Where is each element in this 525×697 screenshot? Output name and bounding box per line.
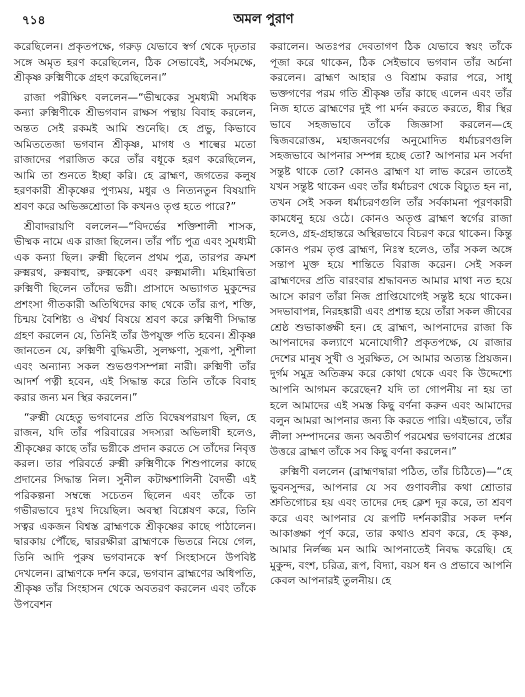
paragraph: শ্রীবাদরায়ণি বললেন—“বিদর্ভের শক্তিশালী শাসক, ভীষ্মক নামে এক রাজা ছিলেন। তাঁর পাঁচ পুত্র এবং সুমধ্যমী এক কন্যা ছিল। রুক্মী ছিলেন প্রথম পুত্র, তারপর ক্রমশ রুক্মরথ, রুক্মবাহু, রুক্মকেশ এবং রুক্মমালী। মহিমান্বিতা রুক্মিণী ছিলেন তাঁদের ভগ্নী। প্রাসাদে অভ্যাগত মুকুন্দের প্রশংসা গীতকারী অতিথিদের কাছ থেকে তাঁর রূপ, শক্তি, চিন্ময় বৈশিষ্ট্য ও ঐশ্বর্য বিষয়ে শ্রবণ করে রুক্মিণী সিদ্ধান্ত গ্রহণ করলেন যে, তিনিই তাঁর উপযুক্ত পতি হবেন। শ্রীকৃষ্ণ জানতেন যে, রুক্মিণী বুদ্ধিমতী, সুলক্ষণা, সুরূপা, সুশীলা এবং অন্যান্য সকল শুভগুণসম্পন্না নারী। রুক্মিণী তাঁর আদর্শ পত্নী হবেন, এই সিদ্ধান্ত করে তিনি তাঁকে বিবাহ করার জন্য মন স্থির করলেন।” bbox=[14, 220, 256, 405]
paragraph: “রুক্মী যেহেতু ভগবানের প্রতি বিদ্বেষপরায়ণ ছিল, হে রাজন, যদি তাঁর পরিবারের সদস্যরা অভিলাষী হলেও, শ্রীকৃষ্ণের কাছে তাঁর ভগ্নীকে প্রদান করতে সে তাঁদের নিবৃত্ত করল। তার পরিবর্তে রুক্মী রুক্মিণীকে শিশুপালের কাছে প্রদানের সিদ্ধান্ত নিল। সুনীল কটাক্ষশালিনী বৈদর্ভী এই পরিকল্পনা সম্বন্ধে সচেতন ছিলেন এবং তাঁকে তা গভীরভাবে দুঃখ দিয়েছিল। অবস্থা বিশ্লেষণ করে, তিনি সত্বর একজন বিশ্বস্ত ব্রাহ্মণকে শ্রীকৃষ্ণের কাছে পাঠালেন। দ্বারকায় পৌঁছে, দ্বাররক্ষীরা ব্রাহ্মণকে ভিতরে নিয়ে গেল, তিনি আদি পুরুষ ভগবানকে স্বর্ণ সিংহাসনে উপবিষ্ট দেখলেন। ব্রাহ্মণকে দর্শন করে, ভগবান ব্রাহ্মণের অধিপতি, শ্রীকৃষ্ণ তাঁর সিংহাসন থেকে অবতরণ করলেন এবং তাঁকে উপবেশন bbox=[14, 411, 256, 611]
right-column bbox=[270, 40, 512, 617]
paragraph: রাজা পরীক্ষিৎ বললেন—“ভীষ্মকের সুমধ্যমী সমধিক কন্যা রুক্মিণীকে শ্রীভগবান রাক্ষস পন্থায় বিবাহ করলেন, অন্তত সেই রকমই আমি শুনেছি। হে প্রভু, কিভাবে অমিততেজা ভগবান শ্রীকৃষ্ণ, মাগধ ও শাল্বের মতো রাজাদের পরাজিত করে তাঁর বধূকে হরণ করেছিলেন, আমি তা শুনতে ইচ্ছা করি। হে ব্রাহ্মণ, জগতের কলুষ হরণকারী শ্রীকৃষ্ণের পুণ্যময়, মধুর ও নিত্যনতুন বিষয়াদি শ্রবণ করে অভিজ্ঞশ্রোতা কি কখনও তৃপ্ত হতে পারে?” bbox=[14, 91, 256, 213]
page-header bbox=[14, 10, 513, 30]
page-number: ৭১৪ bbox=[22, 13, 46, 27]
running-title: অমল পুরাণ bbox=[233, 11, 294, 27]
paragraph: করেছিলেন। প্রকৃতপক্ষে, গরুড় যেভাবে স্বর্গ থেকে দৃঢ়তার সঙ্গে অমৃত হরণ করেছিলেন, ঠিক সেভাবেই, সর্বসমক্ষে, শ্রীকৃষ্ণ রুক্মিণীকে গ্রহণ করেছিলেন।” bbox=[14, 41, 256, 85]
paragraph: রুক্মিণী বললেন (ব্রাহ্মণদ্বারা পঠিত, তাঁর চিঠিতে)—“হে ভুবনসুন্দর, আপনার যে সব গুণাবলীর কথা শ্রোতার শ্রুতিগোচর হয় এবং তাদের দেহ ক্লেশ দূর করে, তা শ্রবণ করে এবং আপনার যে রূপটি দর্শনকারীর সকল দর্শন আকাঙ্ক্ষা পূর্ণ করে, তার কথাও শ্রবণ করে, হে কৃষ্ণ, আমার নির্লজ্জ মন আমি আপনাতেই নিবদ্ধ করেছি। হে মুকুন্দ, বংশ, চরিত্র, রূপ, বিদ্যা, বয়স ধন ও প্রভাবে আপনি কেবল আপনারই তুলনীয়। হে bbox=[270, 466, 512, 588]
paragraph: করালেন। অতঃপর দেবতাগণ ঠিক যেভাবে স্বয়ং তাঁকে পূজা করে থাকেন, ঠিক সেইভাবে ভগবান তাঁর অর্চনা করলেন। ব্রাহ্মণ আহার ও বিশ্রাম করার পরে, সাধু ভক্তগণের পরম গতি শ্রীকৃষ্ণ তাঁর কাছে এলেন এবং তাঁর নিজ হাতে ব্রাহ্মণের দুই পা মর্দন করতে করতে, ধীর স্থির ভাবে সহজভাবে তাঁকে জিজ্ঞাসা করলেন—হে দ্বিজবরোত্তম, মহাজনবর্গের অনুমোদিত ধর্মাচরণগুলি সহজভাবে আপনার সম্পন্ন হচ্ছে তো? আপনার মন সর্বদা সন্তুষ্ট থাকে তো? কোনও ব্রাহ্মণ যা লাভ করেন তাতেই যখন সন্তুষ্ট থাকেন এবং তাঁর ধর্মাচরণ থেকে বিচ্যুত হন না, তখন সেই সকল ধর্মাচরণগুলি তাঁর সর্বকামনা পূরণকারী কামধেনু হয়ে ওঠে। কোনও অতৃপ্ত ব্রাহ্মণ স্বর্গের রাজা হলেও, গ্রহ-গ্রহান্তরে অস্থিরভাবে বিচরণ করে থাকেন। কিন্তু কোনও পরম তৃপ্ত ব্রাহ্মণ, নিঃস্ব হলেও, তাঁর সকল অঙ্গে সন্তাপ মুক্ত হয়ে শান্তিতে বিরাজ করেন। সেই সকল ব্রাহ্মণদের প্রতি বারংবার শ্রদ্ধাবনত আমার মাথা নত হয়ে আসে কারণ তাঁরা নিজ প্রাপ্তিযোগেই সন্তুষ্ট হয়ে থাকেন। সদভাবাপন্ন, নিরহঙ্কারী এবং প্রশান্ত হয়ে তাঁরা সকল জীবের শ্রেষ্ঠ শুভাকাঙ্ক্ষী হন। হে ব্রাহ্মণ, আপনাদের রাজা কি আপনাদের কল্যাণে মনোযোগী? প্রকৃতপক্ষে, যে রাজার দেশের মানুষ সুখী ও সুরক্ষিত, সে আমার অত্যন্ত প্রিয়জন। দুর্গম সমুদ্র অতিক্রম করে কোথা থেকে এবং কি উদ্দেশ্যে আপনি আগমন করেছেন? যদি তা গোপনীয় না হয় তা হলে আমাদের এই সমস্ত কিছু বর্ণনা করুন এবং আমাদের বলুন আমরা আপনার জন্য কি করতে পারি। এইভাবে, তাঁর লীলা সম্পাদনের জন্য অবতীর্ণ পরমেশ্বর ভগবানের প্রশ্নের উত্তরে ব্রাহ্মণ তাঁকে সব কিছু বর্ণনা করলেন।” bbox=[270, 41, 512, 459]
text-columns bbox=[14, 40, 513, 617]
left-column bbox=[14, 40, 256, 617]
